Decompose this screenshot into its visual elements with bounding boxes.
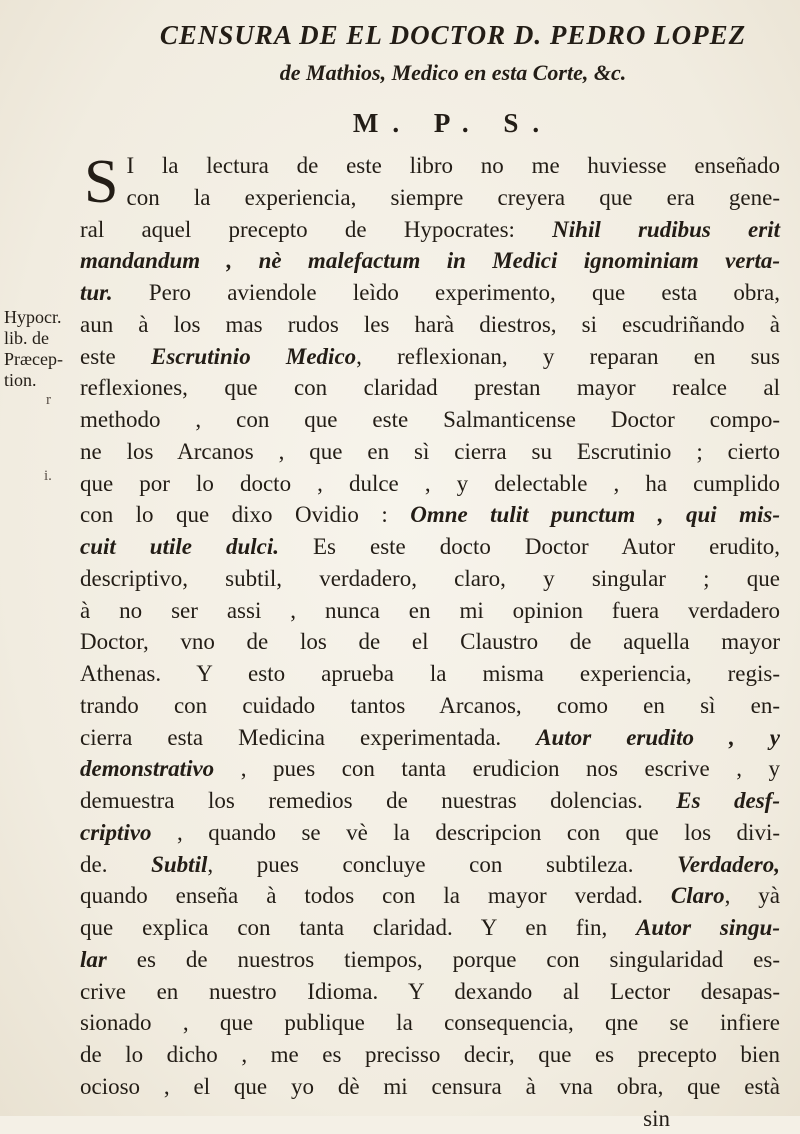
margin-citation	[4, 307, 64, 391]
italic-text-run: cuit utile dulci.	[80, 534, 279, 559]
italic-text-run: Subtil	[151, 852, 207, 877]
italic-text-run: Autor erudito , y	[536, 725, 780, 750]
margin-citation-line: lib. de	[4, 328, 64, 349]
italic-text-run: tur.	[80, 280, 113, 305]
italic-text-run: Omne tulit punctum , qui mis-	[410, 502, 780, 527]
text-run: ral aquel precepto de Hypocrates:	[80, 217, 552, 242]
text-run: Athenas. Y esto aprueba la misma experiencia, regis-	[80, 661, 780, 686]
text-line	[80, 499, 780, 531]
text-line	[80, 245, 780, 277]
italic-text-run: Es desf-	[676, 788, 780, 813]
text-line	[80, 372, 780, 404]
text-run: que por lo docto , dulce , y delectable , ha cumplido	[80, 471, 780, 496]
italic-text-run: criptivo	[80, 820, 152, 845]
text-line	[80, 436, 780, 468]
text-line	[80, 658, 780, 690]
text-line	[80, 785, 780, 817]
text-run: aun à los mas rudos les harà diestros, si escudriñando à	[80, 312, 780, 337]
text-run: cierra esta Medicina experimentada.	[80, 725, 536, 750]
text-line	[80, 309, 780, 341]
text-run: quando enseña à todos con la mayor verdad.	[80, 883, 671, 908]
italic-text-run: Claro	[671, 883, 725, 908]
text-run: que explica con tanta claridad. Y en fin,	[80, 915, 636, 940]
text-line	[80, 595, 780, 627]
text-line	[80, 690, 780, 722]
catchword: sin	[80, 1103, 780, 1134]
margin-citation-line: tion.	[4, 370, 64, 391]
text-line	[80, 1007, 780, 1039]
address-initials: M. P. S.	[110, 108, 796, 139]
text-line	[80, 817, 780, 849]
text-line	[80, 1039, 780, 1071]
text-run: Doctor, vno de los de el Claustro de aquella mayor	[80, 629, 780, 654]
text-line	[80, 563, 780, 595]
text-line	[80, 722, 780, 754]
text-line	[80, 531, 780, 563]
text-run: I la lectura de este libro no me huviesse enseñado	[126, 153, 780, 178]
text-run: de lo dicho , me es precisso decir, que es precepto bien	[80, 1042, 780, 1067]
italic-text-run: Nihil rudibus erit	[552, 217, 780, 242]
text-run: demuestra los remedios de nuestras dolencias.	[80, 788, 676, 813]
italic-text-run: Autor singu-	[636, 915, 780, 940]
text-line	[80, 912, 780, 944]
text-line	[80, 753, 780, 785]
text-run: crive en nuestro Idioma. Y dexando al Lector desapas-	[80, 979, 780, 1004]
italic-text-run: Escrutinio Medico	[151, 344, 356, 369]
text-line	[80, 976, 780, 1008]
text-line	[80, 1071, 780, 1103]
censura-body-text	[80, 150, 780, 1134]
text-line	[80, 880, 780, 912]
text-run: , pues concluye con subtileza.	[207, 852, 677, 877]
text-run: descriptivo, subtil, verdadero, claro, y singular ; que	[80, 566, 780, 591]
italic-text-run: Verdadero,	[677, 852, 780, 877]
margin-citation-line: Hypocr.	[4, 307, 64, 328]
text-line	[80, 849, 780, 881]
text-run: , pues con tanta erudicion nos escrive , y	[214, 756, 780, 781]
page-header-title: CENSURA DE EL DOCTOR D. PEDRO LOPEZ	[110, 20, 796, 51]
text-run: , quando se vè la descripcion con que los divi-	[152, 820, 780, 845]
text-line	[80, 944, 780, 976]
text-line	[80, 626, 780, 658]
text-run: ocioso , el que yo dè mi censura à vna obra, que està	[80, 1074, 780, 1099]
text-run: , yà	[725, 883, 780, 908]
margin-mark: i.	[44, 468, 52, 485]
text-run: con la experiencia, siempre creyera que era gene-	[126, 185, 780, 210]
text-run: con lo que dixo Ovidio :	[80, 502, 410, 527]
margin-mark: r	[46, 392, 51, 409]
text-run: es de nuestros tiempos, porque con singularidad es-	[107, 947, 780, 972]
text-run: trando con cuidado tantos Arcanos, como en sì en-	[80, 693, 780, 718]
text-run: , reflexionan, y reparan en sus	[356, 344, 780, 369]
margin-citation-line: Præcep-	[4, 349, 64, 370]
page-header-subtitle: de Mathios, Medico en esta Corte, &c.	[110, 60, 796, 86]
text-line	[80, 404, 780, 436]
italic-text-run: mandandum , nè malefactum in Medici ignominiam verta-	[80, 248, 780, 273]
text-run: de.	[80, 852, 151, 877]
text-line	[80, 277, 780, 309]
text-line	[80, 341, 780, 373]
text-run: reflexiones, que con claridad prestan mayor realce al	[80, 375, 780, 400]
text-line	[80, 150, 780, 182]
drop-cap: S	[84, 154, 118, 210]
text-run: Es este docto Doctor Autor erudito,	[279, 534, 780, 559]
text-run: à no ser assi , nunca en mi opinion fuera verdadero	[80, 598, 780, 623]
italic-text-run: lar	[80, 947, 107, 972]
text-run: este	[80, 344, 151, 369]
italic-text-run: demonstrativo	[80, 756, 214, 781]
text-run: methodo , con que este Salmanticense Doctor compo-	[80, 407, 780, 432]
text-line	[80, 468, 780, 500]
text-line	[80, 214, 780, 246]
text-run: sionado , que publique la consequencia, qne se infiere	[80, 1010, 780, 1035]
text-run: Pero aviendole leìdo experimento, que esta obra,	[113, 280, 780, 305]
text-line	[80, 182, 780, 214]
text-run: ne los Arcanos , que en sì cierra su Escrutinio ; cierto	[80, 439, 780, 464]
